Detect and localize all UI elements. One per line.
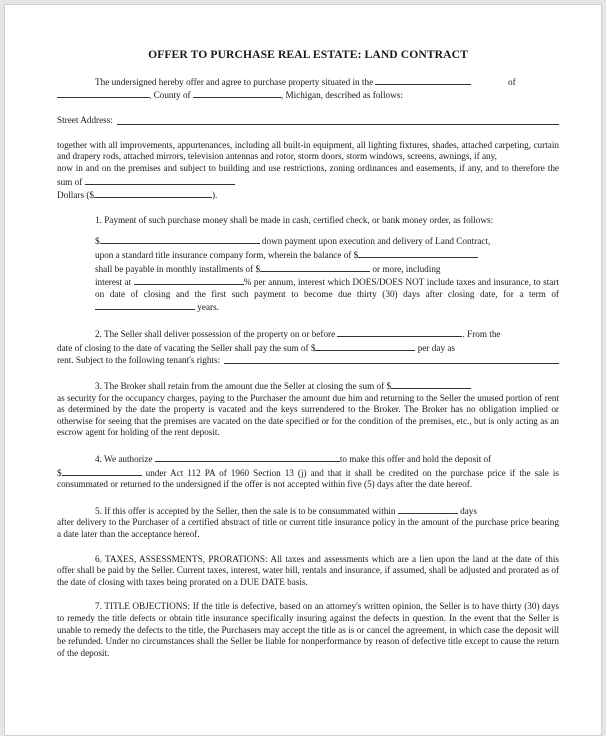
street-address-label: Street Address: [57,115,113,126]
municipality-field[interactable] [57,88,149,98]
intro-paragraph [57,75,559,89]
monthly-installment-field[interactable] [260,262,370,272]
interest-rate-field[interactable] [134,275,244,285]
tenant-rights-field[interactable] [224,354,559,364]
document-body: OFFER TO PURCHASE REAL ESTATE: LAND CONTRACT The undersigned hereby offer and agree to purchase property situated in the of , County of , Michigan, described as follows: Street Address: together with all improvements, appurtenances, including all built-in equipment, all lighting fixtures, shades, attached carpeting, curtain and drapery rods, attached mirrors, television antennas and rotor, storm doors, storm windows, screens, awnings, if any, now in and on the premises and subject to building and use restrictions, zoning ordinances and easements, if any, and to therefore the sum of Dollars ($ ). 1. Payment of such purchase money shall be made in cash, certified check, or bank money order, as follows: $ down payment upon execution and delivery of Land Contract, upon a standard title insurance company form, wherein the balance of $ shall be payable in monthly installments of $ or more, including interest at % per annum, interest which DOES/DOES NOT include taxes and insurance, to start on date of closing and the first such payment to become due thirty (30) days after closing date, for a term of years. 2. The Seller shall deliver possession of the property on or before . From the date of closing to the date of vacating the Seller shall pay the sum of $ per day as rent. Subject to the following tenant's rights: 3. The Broker shall retain from the amount due the Seller at closing the sum of $ as security for the occupancy charges, paying to the Purchaser the amount due him and returning to the Seller the unused portion of rent as determined by the date the property is vacated and the keys surrendered to the Broker. The Broker has no obligation implied or otherwise for seeing that the premises are vacated on the date specified or for the condition of the premises, etc., but is only acting as an escrow agent for holding of the rent deposit. 4. We authorize to make this offer and hold the deposit of $ under Act 112 PA of 1960 Section 13 (j) and that it shall be credited on the purchase price if the sale is consummated or returned to the undersigned if the offer is not accepted within five (5) days after the date hereof. 5. If this offer is accepted by the Seller, then the sale is to be consummated within days after delivery to the Purchaser of a certified abstract of title or current title insurance policy in the amount of the purchase price bearing a date later than the acceptance hereof. 6. TAXES, ASSESSMENTS, PRORATIONS: All taxes and assessments which are a lien upon the land at the date of this offer shall be paid by the Seller. Current taxes, interest, water bill, rentals and insurance, if assumed, shall be adjusted and prorated as of the date of closing with taxes being prorated on a DUE DATE basis. 7. TITLE OBJECTIONS: If the title is defective, based on an attorney's written opinion, the Seller is to have thirty (30) days to remedy the title defects or obtain title insurance specifically insuring against the defects in question. In the event that the Seller is unable to remedy the defects to the title, the Purchasers may accept the title as is or cancel the agreement, in which case the deposit will be refunded. Under no circumstances shall the Seller be liable for nonperformance by reason of defective title except to cause the return of the deposit. [57,48,560,658]
street-address-row [57,115,559,127]
purchase-sum-words-field[interactable] [85,175,235,185]
possession-date-field[interactable] [337,327,462,337]
intro-line-2 [57,88,559,102]
paragraph-5: 5. If this offer is accepted by the Seller, then the sale is to be consummated within days [95,505,477,516]
intro-text-b: , County of [149,90,191,101]
street-address-field[interactable] [117,115,559,125]
paragraph-1-details: $ down payment upon execution and delivery of Land Contract, upon a standard title insurance company form, wherein the balance of $ shall be payable in monthly installments of $ or more, including interest at % per annum, interest which DOES/DOES NOT include taxes and insurance, to start on date of closing and the first such payment to become due thirty (30) days after closing date, for a term of years. [95,236,559,313]
together-paragraph-a: together with all improvements, appurtenances, including all built-in equipment, all lighting fixtures, shades, attached carpeting, curtain and drapery rods, attached mirrors, television antennas and rotor, storm doors, storm windows, screens, awnings, if any, [57,139,559,162]
page-title: OFFER TO PURCHASE REAL ESTATE: LAND CONTRACT [148,48,468,61]
intro-text-of: of [508,76,516,87]
together-paragraph-b: now in and on the premises and subject to building and use restrictions, zoning ordinances and easements, if any, and to therefore the sum of [57,162,559,187]
purchase-sum-amount-field[interactable] [94,188,212,198]
deposit-amount-field[interactable] [62,466,142,476]
balance-field[interactable] [358,248,478,258]
daily-rent-field[interactable] [315,341,415,351]
paragraph-6: 6. TAXES, ASSESSMENTS, PRORATIONS: All taxes and assessments which are a lien upon the land at the date of this offer shall be paid by the Seller. Current taxes, interest, water bill, rentals and insurance, if assumed, shall be adjusted and prorated as of the date of closing with taxes being prorated on a DUE DATE basis. [57,553,559,587]
dollars-line: Dollars ($ ). [57,190,218,201]
paragraph-4: 4. We authorize to make this offer and hold the deposit of [95,454,492,465]
term-years-field[interactable] [95,300,195,310]
authorized-broker-field[interactable] [155,452,340,462]
paragraph-2: 2. The Seller shall deliver possession of the property on or before . From the [95,328,501,339]
document-page [4,4,602,736]
consummation-days-field[interactable] [398,504,458,514]
intro-text-a: The undersigned hereby offer and agree to purchase property situated in the [95,76,374,87]
retained-sum-field[interactable] [391,379,471,389]
county-field[interactable] [193,88,281,98]
paragraph-7: 7. TITLE OBJECTIONS: If the title is defective, based on an attorney's written opinion, the Seller is to have thirty (30) days to remedy the title defects or obtain title insurance specifically insuring against the defects in question. In the event that the Seller is unable to remedy the defects to the title, the Purchasers may accept the title as is or cancel the agreement, in which case the deposit will be refunded. Under no circumstances shall the Seller be liable for nonperformance by reason of defective title except to cause the return of the deposit. [57,601,559,658]
paragraph-3: 3. The Broker shall retain from the amount due the Seller at closing the sum of $ [57,379,559,393]
paragraph-1: 1. Payment of such purchase money shall be made in cash, certified check, or bank money order, as follows: [95,214,494,225]
down-payment-field[interactable] [100,234,260,244]
property-location-field[interactable] [375,75,471,85]
intro-text-c: , Michigan, described as follows: [280,90,403,101]
